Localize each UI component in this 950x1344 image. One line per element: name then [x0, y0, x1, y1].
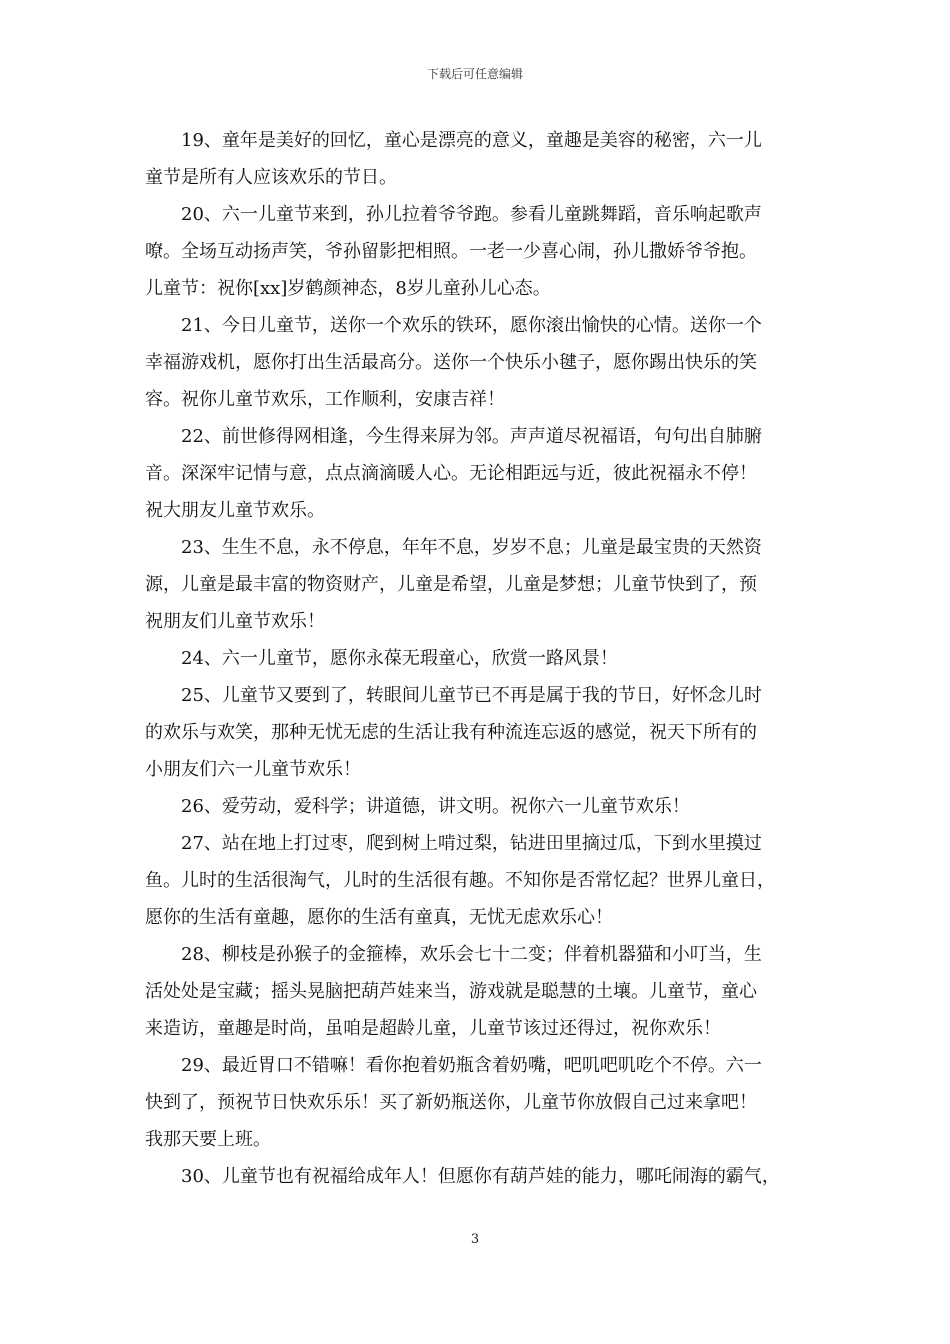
text-line: 23、生生不息，永不停息，年年不息，岁岁不息；儿童是最宝贵的天然资 [181, 537, 762, 558]
text-line: 嘹。全场互动扬声笑，爷孙留影把相照。一老一少喜心闹，孙儿撒娇爷爷抱。 [145, 241, 757, 262]
text-line: 我那天要上班。 [145, 1129, 271, 1150]
document-body [145, 122, 810, 1195]
text-line: 鱼。儿时的生活很淘气，儿时的生活很有趣。不知你是否常忆起？世界儿童日， [145, 870, 775, 891]
text-line: 祝朋友们儿童节欢乐！ [145, 611, 325, 632]
text-line: 小朋友们六一儿童节欢乐！ [145, 759, 361, 780]
text-line: 22、前世修得网相逢，今生得来屏为邻。声声道尽祝福语，句句出自肺腑 [181, 426, 762, 447]
text-line: 儿童节：祝你[xx]岁鹤颜神态，8岁儿童孙儿心态。 [145, 278, 551, 299]
text-line: 活处处是宝藏；摇头晃脑把葫芦娃来当，游戏就是聪慧的土壤。儿童节，童心 [145, 981, 757, 1002]
text-line: 21、今日儿童节，送你一个欢乐的铁环，愿你滚出愉快的心情。送你一个 [181, 315, 762, 336]
page-number: 3 [470, 1232, 480, 1247]
text-line: 24、六一儿童节，愿你永葆无瑕童心，欣赏一路风景！ [181, 648, 618, 669]
text-line: 20、六一儿童节来到，孙儿拉着爷爷跑。参看儿童跳舞蹈，音乐响起歌声 [181, 204, 762, 225]
text-line: 29、最近胃口不错嘛！看你抱着奶瓶含着奶嘴，吧叽吧叽吃个不停。六一 [181, 1055, 762, 1076]
text-line: 音。深深牢记情与意，点点滴滴暖人心。无论相距远与近，彼此祝福永不停！ [145, 463, 757, 484]
text-line: 愿你的生活有童趣，愿你的生活有童真，无忧无虑欢乐心！ [145, 907, 613, 928]
text-line: 19、童年是美好的回忆，童心是漂亮的意义，童趣是美容的秘密，六一儿 [181, 130, 762, 151]
text-line: 容。祝你儿童节欢乐，工作顺利，安康吉祥！ [145, 389, 505, 410]
text-line: 祝大朋友儿童节欢乐。 [145, 500, 325, 521]
text-line: 25、儿童节又要到了，转眼间儿童节已不再是属于我的节日，好怀念儿时 [181, 685, 762, 706]
text-line: 27、站在地上打过枣，爬到树上啃过梨，钻进田里摘过瓜，下到水里摸过 [181, 833, 762, 854]
text-line: 幸福游戏机，愿你打出生活最高分。送你一个快乐小毽子，愿你踢出快乐的笑 [145, 352, 757, 373]
text-line: 的欢乐与欢笑，那种无忧无虑的生活让我有种流连忘返的感觉，祝天下所有的 [145, 722, 757, 743]
text-line: 源，儿童是最丰富的物资财产，儿童是希望，儿童是梦想；儿童节快到了，预 [145, 574, 757, 595]
text-line: 童节是所有人应该欢乐的节日。 [145, 167, 397, 188]
text-line: 来造访，童趣是时尚，虽咱是超龄儿童，儿童节该过还得过，祝你欢乐！ [145, 1018, 721, 1039]
text-line: 30、儿童节也有祝福给成年人！但愿你有葫芦娃的能力，哪吒闹海的霸气， [181, 1166, 780, 1187]
text-line: 26、爱劳动，爱科学；讲道德，讲文明。祝你六一儿童节欢乐！ [181, 796, 690, 817]
page-header: 下载后可任意编辑 [426, 67, 523, 81]
text-line: 快到了，预祝节日快欢乐乐！买了新奶瓶送你，儿童节你放假自己过来拿吧！ [145, 1092, 757, 1113]
text-line: 28、柳枝是孙猴子的金箍棒，欢乐会七十二变；伴着机器猫和小叮当，生 [181, 944, 762, 965]
